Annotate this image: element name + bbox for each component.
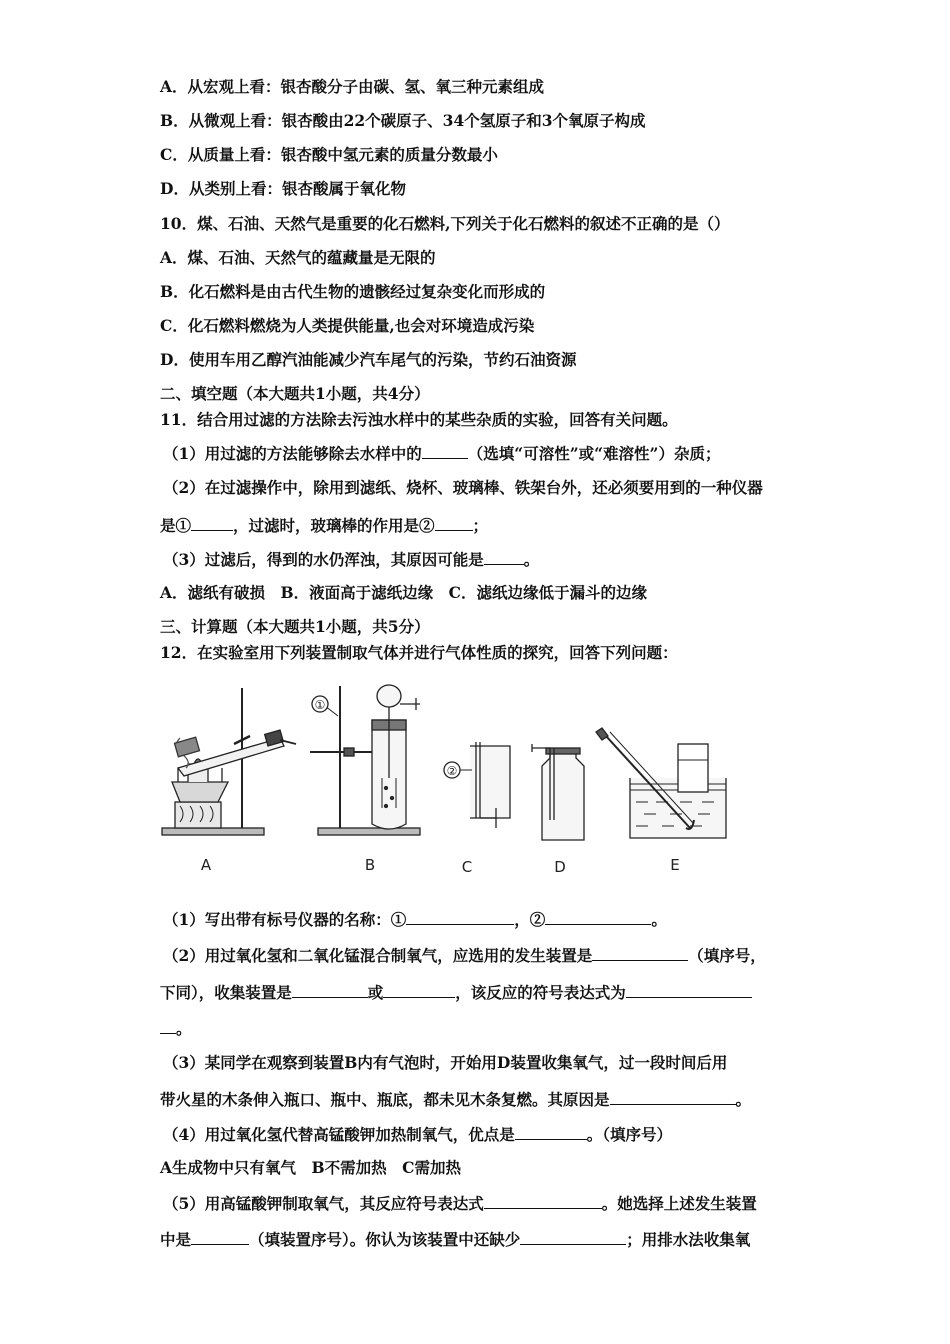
section-3-heading: 三、计算题（本大题共1小题，共5分） (160, 617, 430, 636)
q12-part2-cont (160, 982, 752, 1003)
q12-blank-4[interactable] (292, 982, 368, 998)
q11-part3-tail: 。 (523, 550, 540, 569)
q12-blank-8[interactable] (515, 1124, 587, 1140)
q12-part2-tail: （填序号， (688, 946, 766, 965)
q10-option-a: A．煤、石油、天然气的蕴藏量是无限的 (160, 248, 436, 267)
q12-blank-1[interactable] (406, 909, 514, 925)
q11-part2-cont (160, 515, 488, 536)
q12-part2-end (160, 1018, 192, 1039)
apparatus-diagram (150, 678, 810, 878)
marker-2: ② (446, 764, 458, 778)
q11-blank-3[interactable] (435, 515, 473, 531)
q12-part2-f: 。 (176, 1019, 192, 1038)
q9-option-c: C．从质量上看：银杏酸中氢元素的质量分数最小 (160, 145, 498, 164)
q12-part2-c: 下同），收集装置是 (160, 983, 292, 1002)
q9-option-b: B．从微观上看：银杏酸由22个碳原子、34个氢原子和3个氧原子构成 (160, 111, 646, 130)
q12-part2-text: （2）用过氧化氢和二氧化锰混合制氧气，应选用的发生装置是 (163, 946, 593, 965)
q12-part2-e: ，该反应的符号表达式为 (455, 983, 626, 1002)
label-a: A (200, 856, 212, 874)
q12-part1 (163, 909, 667, 930)
q12-part3-b: 带火星的木条伸入瓶口、瓶中、瓶底，都未见木条复燃。其原因是 (160, 1090, 610, 1109)
q12-part5-e: ；用排水法收集氧 (626, 1230, 751, 1249)
q12-blank-5[interactable] (383, 982, 455, 998)
q11-blank-2[interactable] (191, 515, 233, 531)
q12-blank-3[interactable] (592, 945, 688, 961)
q12-part5-cont (160, 1229, 750, 1250)
q12-part3-c: 。 (735, 1090, 752, 1109)
label-e: E (670, 856, 680, 874)
label-b: B (364, 856, 376, 874)
q12-part4-options: A生成物中只有氧气 B不需加热 C需加热 (160, 1158, 461, 1177)
label-c: C (461, 858, 473, 876)
q12-blank-6b[interactable] (160, 1018, 176, 1034)
q11-part2-c: ，过滤时，玻璃棒的作用是② (233, 516, 435, 535)
q9-option-d: D．从类别上看：银杏酸属于氧化物 (160, 179, 406, 198)
q11-part1 (163, 443, 720, 464)
q10-option-c: C．化石燃料燃烧为人类提供能量,也会对环境造成污染 (160, 316, 535, 335)
q11-blank-4[interactable] (484, 549, 524, 565)
q11-part3-text: （3）过滤后，得到的水仍浑浊，其原因可能是 (163, 550, 484, 569)
apparatus-c (444, 742, 510, 876)
q9-option-a: A．从宏观上看：银杏酸分子由碳、氢、氧三种元素组成 (160, 77, 545, 96)
q11-part3 (163, 549, 539, 570)
q12-part1-tail: 。 (651, 910, 667, 929)
q12-blank-7[interactable] (610, 1089, 736, 1105)
q12-blank-9[interactable] (484, 1193, 602, 1209)
q10-option-b: B．化石燃料是由古代生物的遗骸经过复杂变化而形成的 (160, 282, 546, 301)
q12-blank-2[interactable] (545, 909, 651, 925)
q12-blank-11[interactable] (520, 1229, 626, 1245)
marker-1: ① (314, 698, 326, 712)
q12-part2-d: 或 (367, 983, 384, 1002)
q12-part1-text: （1）写出带有标号仪器的名称：① (163, 910, 407, 929)
q12-part4-text: （4）用过氧化氢代替高锰酸钾加热制氧气，优点是 (163, 1125, 515, 1144)
section-2-heading: 二、填空题（本大题共1小题，共4分） (160, 384, 430, 403)
q11-part2-b: 是① (160, 516, 192, 535)
q11-part2-d: ； (472, 516, 489, 535)
q12-stem: 12．在实验室用下列装置制取气体并进行气体性质的探究，回答下列问题： (160, 643, 678, 662)
apparatus-e (596, 728, 726, 874)
q11-part1-tail: （选填“可溶性”或“难溶性”）杂质； (467, 444, 721, 463)
apparatus-a (162, 688, 296, 874)
q12-blank-6[interactable] (626, 982, 752, 998)
apparatus-figure (150, 678, 810, 878)
q12-part3-cont (160, 1089, 751, 1110)
q12-part5 (163, 1193, 757, 1214)
q12-part4 (163, 1124, 672, 1145)
q11-stem: 11．结合用过滤的方法除去污浊水样中的某些杂质的实验，回答有关问题。 (160, 410, 678, 429)
q10-option-d: D．使用车用乙醇汽油能减少汽车尾气的污染，节约石油资源 (160, 350, 577, 369)
q12-part4-tail: 。（填序号） (586, 1125, 673, 1144)
q12-part5-c: 中是 (160, 1230, 192, 1249)
q11-options: A．滤纸有破损 B．液面高于滤纸边缘 C．滤纸边缘低于漏斗的边缘 (160, 583, 647, 602)
q12-part5-b: 。她选择上述发生装置 (601, 1194, 757, 1213)
q12-part3: （3）某同学在观察到装置B内有气泡时，开始用D装置收集氧气，过一段时间后用 (163, 1053, 728, 1072)
apparatus-b (310, 685, 420, 874)
q11-blank-1[interactable] (422, 443, 468, 459)
q10-stem: 10．煤、石油、天然气是重要的化石燃料,下列关于化石燃料的叙述不正确的是（） (160, 214, 730, 233)
q12-part5-d: （填装置序号）。你认为该装置中还缺少 (249, 1230, 521, 1249)
q11-part2: （2）在过滤操作中，除用到滤纸、烧杯、玻璃棒、铁架台外，还必须要用到的一种仪器 (163, 478, 763, 497)
q12-blank-10[interactable] (191, 1229, 249, 1245)
label-d: D (554, 858, 566, 876)
q11-part1-text: （1）用过滤的方法能够除去水样中的 (163, 444, 422, 463)
apparatus-d (532, 744, 584, 876)
q12-part5-text: （5）用高锰酸钾制取氧气，其反应符号表达式 (163, 1194, 484, 1213)
q12-part1-mid: ，② (514, 910, 546, 929)
q12-part2 (163, 945, 766, 966)
